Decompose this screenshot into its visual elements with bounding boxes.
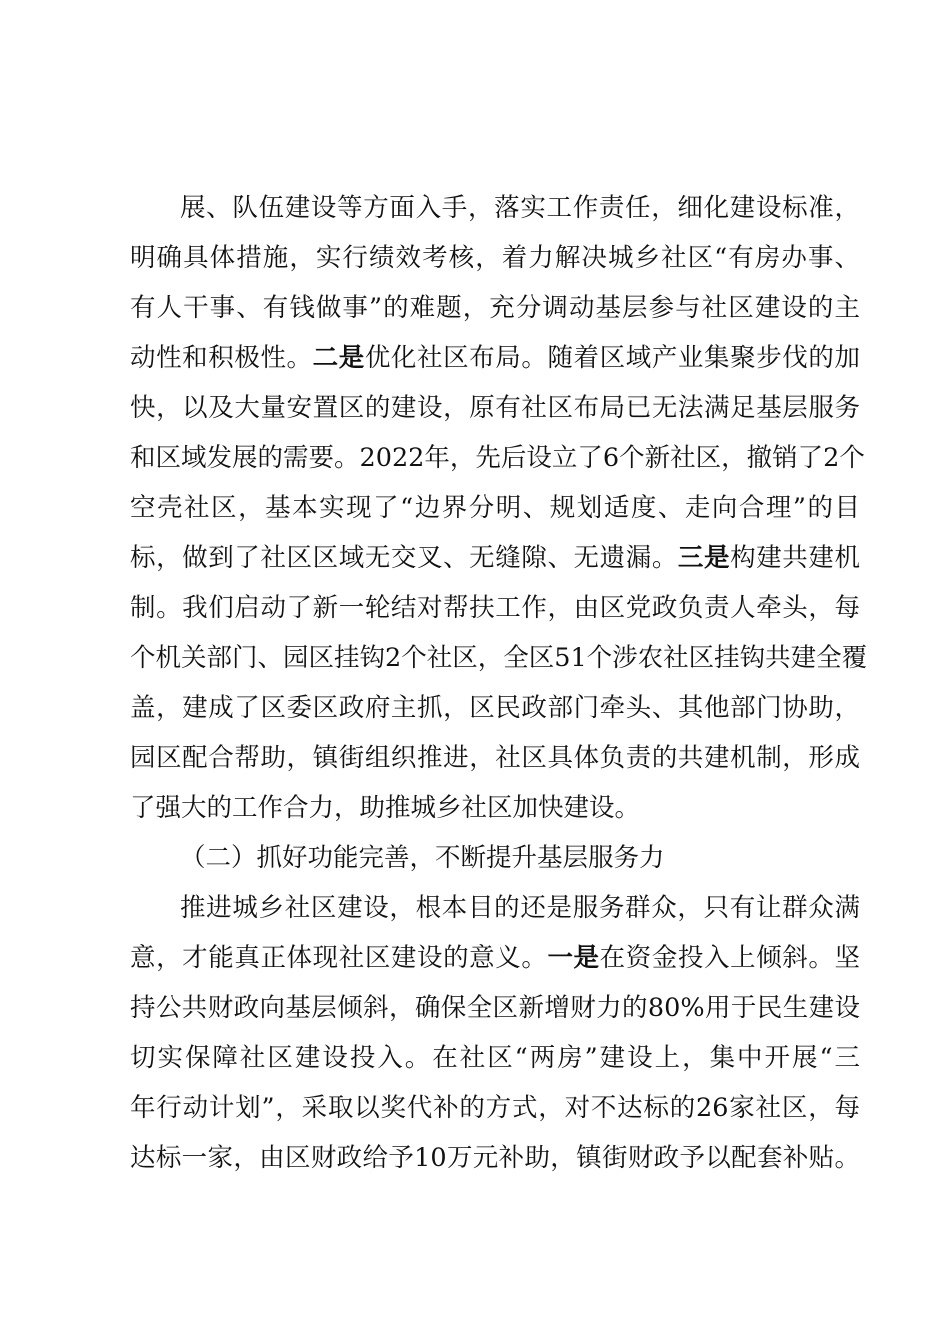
bold-marker: 三是: [677, 543, 731, 573]
text-run: 构建共建机: [730, 543, 860, 573]
text-run: 标，做到了社区区域无交叉、无缝隙、无遗漏。: [130, 543, 678, 573]
text-run: 意，才能真正体现社区建设的意义。: [130, 943, 548, 973]
text-run: 动性和积极性。: [130, 343, 313, 373]
paragraph-1-line-7: 空壳社区，基本实现了“边界分明、规划适度、走向合理”的目: [130, 493, 860, 523]
paragraph-1-line-4: [130, 340, 860, 376]
text-run: 在资金投入上倾斜。坚: [599, 943, 860, 973]
paragraph-2-line-3: 持公共财政向基层倾斜，确保全区新增财力的80%用于民生建设: [130, 993, 860, 1023]
paragraph-2-line-4: 切实保障社区建设投入。在社区“两房”建设上，集中开展“三: [130, 1043, 860, 1073]
paragraph-1-line-13: 了强大的工作合力，助推城乡社区加快建设。: [130, 793, 641, 823]
paragraph-1-line-10: 个机关部门、园区挂钩2个社区，全区51个涉农社区挂钩共建全覆: [130, 643, 868, 673]
paragraph-1-line-6: 和区域发展的需要。2022年，先后设立了6个新社区，撤销了2个: [130, 443, 865, 473]
bold-marker: 一是: [547, 943, 600, 973]
paragraph-1-line-5: 快，以及大量安置区的建设，原有社区布局已无法满足基层服务: [130, 393, 860, 423]
paragraph-1-line-9: 制。我们启动了新一轮结对帮扶工作，由区党政负责人牵头，每: [130, 593, 860, 623]
paragraph-2-line-6: 达标一家，由区财政给予10万元补助，镇街财政予以配套补贴。: [130, 1143, 860, 1173]
paragraph-2-line-1: 推进城乡社区建设，根本目的还是服务群众，只有让群众满: [180, 893, 860, 923]
paragraph-1-line-1: 展、队伍建设等方面入手，落实工作责任，细化建设标准，: [180, 193, 860, 223]
text-run: 优化社区布局。随着区域产业集聚步伐的加: [364, 343, 860, 373]
section-heading: （二）抓好功能完善，不断提升基层服务力: [180, 843, 665, 873]
paragraph-1-line-11: 盖，建成了区委区政府主抓，区民政部门牵头、其他部门协助，: [130, 693, 860, 723]
paragraph-1-line-12: 园区配合帮助，镇街组织推进，社区具体负责的共建机制，形成: [130, 743, 860, 773]
paragraph-1-line-8: [130, 540, 860, 576]
paragraph-2-line-5: 年行动计划”，采取以奖代补的方式，对不达标的26家社区，每: [130, 1093, 860, 1123]
paragraph-1-line-3: 有人干事、有钱做事”的难题，充分调动基层参与社区建设的主: [130, 293, 860, 323]
paragraph-1-line-2: 明确具体措施，实行绩效考核，着力解决城乡社区“有房办事、: [130, 243, 860, 273]
bold-marker: 二是: [312, 343, 365, 373]
paragraph-2-line-2: [130, 940, 860, 976]
